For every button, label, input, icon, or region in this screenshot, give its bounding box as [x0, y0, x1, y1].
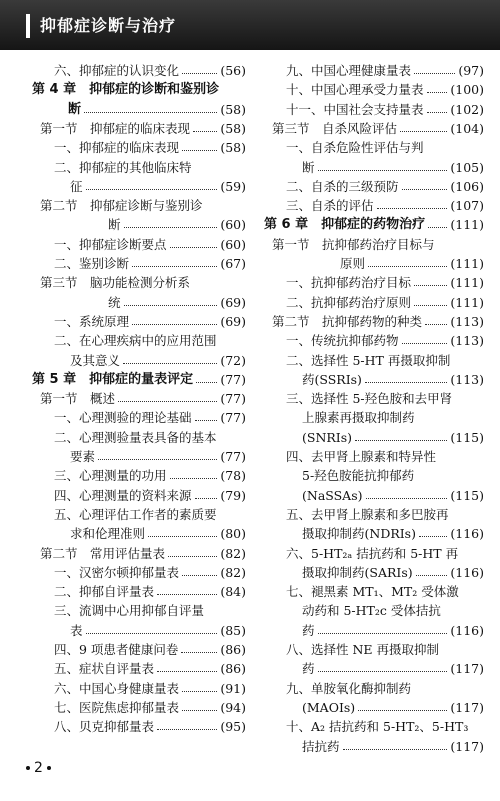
toc-entry-page: (100) [450, 82, 484, 98]
dot-leader [416, 562, 447, 576]
dot-leader [318, 157, 447, 171]
toc-entry-title: 七、医院焦虑抑郁量表 [54, 699, 180, 715]
toc-entry-title: 四、心理测量的资料来源 [54, 487, 192, 503]
toc-entry-title: 统 [108, 294, 121, 310]
toc-item-entry [32, 716, 246, 738]
toc-entry-title: 药 [302, 622, 315, 638]
toc-entry-page: (115) [450, 487, 484, 503]
dot-leader [402, 330, 447, 344]
dot-leader [414, 272, 447, 286]
toc-entry-title: 求和伦理准则 [70, 526, 146, 542]
toc-entry-title: 及其意义 [70, 352, 121, 368]
dot-leader [195, 485, 217, 499]
toc-entry-title: 一、汉密尔顿抑郁量表 [54, 564, 180, 580]
dot-leader [182, 137, 217, 151]
toc-entry-title: 四、去甲肾上腺素和特异性 [286, 449, 437, 464]
dot-leader [343, 736, 447, 750]
toc-item-entry [264, 736, 484, 758]
dot-leader [419, 523, 447, 537]
dot-leader [157, 716, 217, 730]
dot-leader [414, 60, 455, 74]
dot-leader [182, 562, 217, 576]
toc-entry-title: 要素 [70, 449, 96, 464]
dot-leader [132, 311, 217, 325]
dot-leader [427, 99, 447, 113]
toc-entry-title: 八、贝克抑郁量表 [54, 719, 155, 735]
dot-leader [123, 350, 217, 364]
toc-entry-title: 药 [302, 661, 315, 677]
toc-entry-title: 表 [70, 622, 83, 638]
toc-entry-page: (84) [220, 584, 246, 600]
dot-leader [98, 446, 217, 460]
toc-entry-title: 断 [68, 101, 82, 117]
toc-entry-page: (56) [220, 63, 246, 78]
toc-entry-title: 第 6 章 抑郁症的药物治疗 [264, 217, 426, 233]
toc-entry-page: (82) [220, 545, 246, 561]
dot-leader [182, 697, 217, 711]
dot-leader [181, 639, 217, 653]
dot-leader [84, 99, 217, 113]
toc-entry-title: 摄取抑制药(NDRIs) [302, 526, 416, 542]
toc-entry-title: 第二节 抗抑郁药物的种类 [272, 313, 423, 329]
dot-leader [193, 118, 217, 132]
dot-leader [318, 620, 447, 634]
toc-entry-title: 三、自杀的评估 [286, 198, 374, 214]
toc-entry-page: (117) [450, 699, 484, 715]
toc-entry-title: 原则 [340, 256, 366, 271]
running-header [0, 0, 500, 50]
toc-entry-page: (85) [220, 622, 246, 638]
toc-entry-title: 六、中国心身健康量表 [54, 680, 180, 696]
dot-leader [157, 581, 217, 595]
dot-leader [182, 678, 217, 692]
toc-entry-title: 三、心理测量的功用 [54, 468, 167, 484]
dot-leader [368, 253, 447, 267]
toc-entry-title: 一、抑郁症诊断要点 [54, 236, 167, 252]
toc-entry-page: (95) [220, 719, 246, 735]
toc-entry-title: 五、心理评估工作者的素质要 [54, 506, 217, 522]
page-number [22, 760, 55, 776]
toc-entry-title: 二、抗抑郁药治疗原则 [286, 294, 412, 310]
toc-entry-title: 征 [70, 178, 83, 194]
dot-leader [318, 658, 447, 672]
toc-entry-page: (69) [220, 313, 246, 329]
toc-entry-title: 第 4 章 抑郁症的诊断和鉴别诊 [32, 82, 220, 98]
dot-leader [365, 369, 447, 383]
toc-entry-title: 第二节 常用评估量表 [40, 545, 166, 561]
toc-entry-title: 二、鉴别诊断 [54, 256, 130, 271]
toc-entry-title: 上腺素再摄取抑制药 [302, 410, 415, 426]
toc-entry-title: 一、传统抗抑郁药物 [286, 333, 399, 349]
header-accent-bar [26, 14, 30, 38]
toc-entry-title: 一、系统原理 [54, 313, 130, 329]
toc-entry-title: 五、去甲肾上腺素和多巴胺再 [286, 506, 449, 522]
toc-entry-title: 四、9 项患者健康问卷 [54, 642, 179, 657]
toc-entry-page: (80) [220, 526, 246, 542]
toc-entry-title: 动药和 5-HT₂c 受体拮抗 [302, 603, 441, 619]
dot-leader [124, 292, 217, 306]
bullet-dot [26, 766, 30, 770]
dot-leader [355, 427, 447, 441]
dot-leader [148, 523, 217, 537]
toc-entry-page: (58) [220, 120, 246, 136]
toc-entry-title: 九、中国心理健康量表 [286, 63, 412, 78]
toc-entry-page: (106) [450, 178, 484, 194]
book-title: 抑郁症诊断与治疗 [40, 16, 177, 35]
toc-entry-title: 一、心理测验的理论基础 [54, 410, 192, 426]
toc-entry-page: (111) [450, 217, 484, 233]
toc-entry-page: (78) [220, 468, 246, 484]
toc-entry-page: (113) [450, 371, 484, 387]
toc-entry-title: 第一节 抗抑郁药治疗目标与 [272, 236, 435, 252]
dot-leader [86, 176, 217, 190]
toc-entry-title: 二、选择性 5-HT 再摄取抑制 [286, 352, 451, 368]
toc-entry-title: 二、心理测验量表具备的基本 [54, 429, 217, 445]
dot-leader [132, 253, 217, 267]
dot-leader [118, 388, 217, 402]
toc-entry-page: (60) [220, 217, 246, 233]
toc-entry-title: 二、在心理疾病中的应用范围 [54, 333, 217, 349]
toc-entry-page: (111) [450, 294, 484, 310]
toc-entry-title: 一、自杀危险性评估与判 [286, 140, 424, 156]
toc-entry-page: (86) [220, 661, 246, 677]
toc-entry-page: (77) [220, 410, 246, 426]
toc-entry-page: (113) [450, 313, 484, 329]
toc-entry-title: 药(SSRIs) [302, 371, 362, 387]
toc-entry-page: (72) [220, 352, 246, 368]
toc-entry-page: (117) [450, 738, 484, 754]
toc-entry-page: (102) [450, 101, 484, 117]
toc-entry-title: 一、抑郁症的临床表现 [54, 140, 180, 156]
toc-entry-page: (60) [220, 236, 246, 252]
page-number-text: 2 [34, 760, 43, 776]
dot-leader [358, 697, 447, 711]
toc-entry-page: (116) [450, 622, 484, 638]
toc-entry-title: 三、流调中心用抑郁自评量 [54, 603, 205, 619]
dot-leader [414, 292, 447, 306]
toc-entry-title: 十、中国心理承受力量表 [286, 82, 424, 98]
toc-entry-page: (91) [220, 680, 246, 696]
bullet-dot [47, 766, 51, 770]
dot-leader [170, 234, 217, 248]
toc-entry-title: 二、抑郁症的其他临床特 [54, 159, 192, 175]
toc-entry-title: 第三节 自杀风险评估 [272, 120, 398, 136]
toc-entry-page: (115) [450, 429, 484, 445]
toc-entry-page: (77) [220, 371, 246, 387]
toc-entry-title: 5-羟色胺能抗抑郁药 [302, 468, 415, 484]
toc-entry-title: 第二节 抑郁症诊断与鉴别诊 [40, 198, 203, 214]
dot-leader [366, 485, 447, 499]
toc-entry-page: (97) [458, 63, 484, 78]
dot-leader [195, 407, 217, 421]
toc-entry-title: 第 5 章 抑郁症的量表评定 [32, 371, 194, 387]
dot-leader [400, 118, 447, 132]
dot-leader [157, 658, 217, 672]
toc-entry-title: 第一节 抑郁症的临床表现 [40, 120, 191, 136]
toc-entry-title: 九、单胺氧化酶抑制药 [286, 680, 412, 696]
toc-entry-page: (104) [450, 120, 484, 136]
toc-entry-page: (82) [220, 564, 246, 580]
toc-entry-title: 摄取抑制药(SARIs) [302, 564, 413, 580]
dot-leader [427, 79, 447, 93]
toc-entry-title: 六、5-HT₂ₐ 拮抗药和 5-HT 再 [286, 545, 459, 561]
toc-entry-title: (SNRIs) [302, 429, 353, 445]
toc-entry-title: 八、选择性 NE 再摄取抑制 [286, 642, 440, 657]
toc-entry-page: (77) [220, 449, 246, 464]
toc-entry-page: (116) [450, 526, 484, 542]
dot-leader [168, 543, 217, 557]
toc-entry-page: (117) [450, 661, 484, 677]
toc-entry-page: (105) [450, 159, 484, 175]
dot-leader [86, 620, 217, 634]
toc-entry-title: 二、抑郁自评量表 [54, 584, 155, 600]
toc-entry-page: (86) [220, 642, 246, 657]
toc-entry-page: (59) [220, 178, 246, 194]
dot-leader [196, 369, 217, 383]
toc-entry-title: 五、症状自评量表 [54, 661, 155, 677]
dot-leader [170, 465, 217, 479]
dot-leader [124, 214, 217, 228]
dot-leader [182, 60, 217, 74]
toc-entry-title: 拮抗药 [302, 738, 340, 754]
toc-entry-page: (116) [450, 564, 484, 580]
toc-entry-page: (111) [450, 256, 484, 271]
toc-entry-page: (58) [220, 101, 246, 117]
toc-entry-title: (NaSSAs) [302, 487, 363, 503]
toc-entry-title: 十、A₂ 拮抗药和 5-HT₂、5-HT₃ [286, 719, 469, 735]
toc-entry-title: 断 [302, 159, 315, 175]
toc-entry-page: (77) [220, 391, 246, 407]
toc-entry-page: (79) [220, 487, 246, 503]
dot-leader [402, 176, 447, 190]
dot-leader [428, 214, 447, 228]
toc-entry-title: 第三节 脑功能检测分析系 [40, 275, 191, 291]
toc-entry-page: (107) [450, 198, 484, 214]
toc-entry-title: 一、抗抑郁药治疗目标 [286, 275, 412, 291]
dot-leader [425, 311, 447, 325]
toc-entry-title: 断 [108, 217, 121, 233]
toc-entry-page: (69) [220, 294, 246, 310]
toc-entry-page: (111) [450, 275, 484, 291]
toc-entry-title: 三、选择性 5-羟色胺和去甲肾 [286, 391, 453, 407]
toc-entry-page: (58) [220, 140, 246, 156]
toc-entry-title: 六、抑郁症的认识变化 [54, 63, 180, 78]
dot-leader [377, 195, 447, 209]
toc-entry-title: (MAOIs) [302, 699, 356, 715]
toc-entry-title: 七、褪黑素 MT₁、MT₂ 受体激 [286, 584, 459, 600]
toc-entry-page: (94) [220, 699, 246, 715]
toc-entry-page: (113) [450, 333, 484, 349]
toc-entry-title: 十一、中国社会支持量表 [286, 101, 424, 117]
toc-entry-title: 二、自杀的三级预防 [286, 178, 399, 194]
toc-entry-page: (67) [220, 256, 246, 271]
toc-entry-title: 第一节 概述 [40, 391, 116, 407]
